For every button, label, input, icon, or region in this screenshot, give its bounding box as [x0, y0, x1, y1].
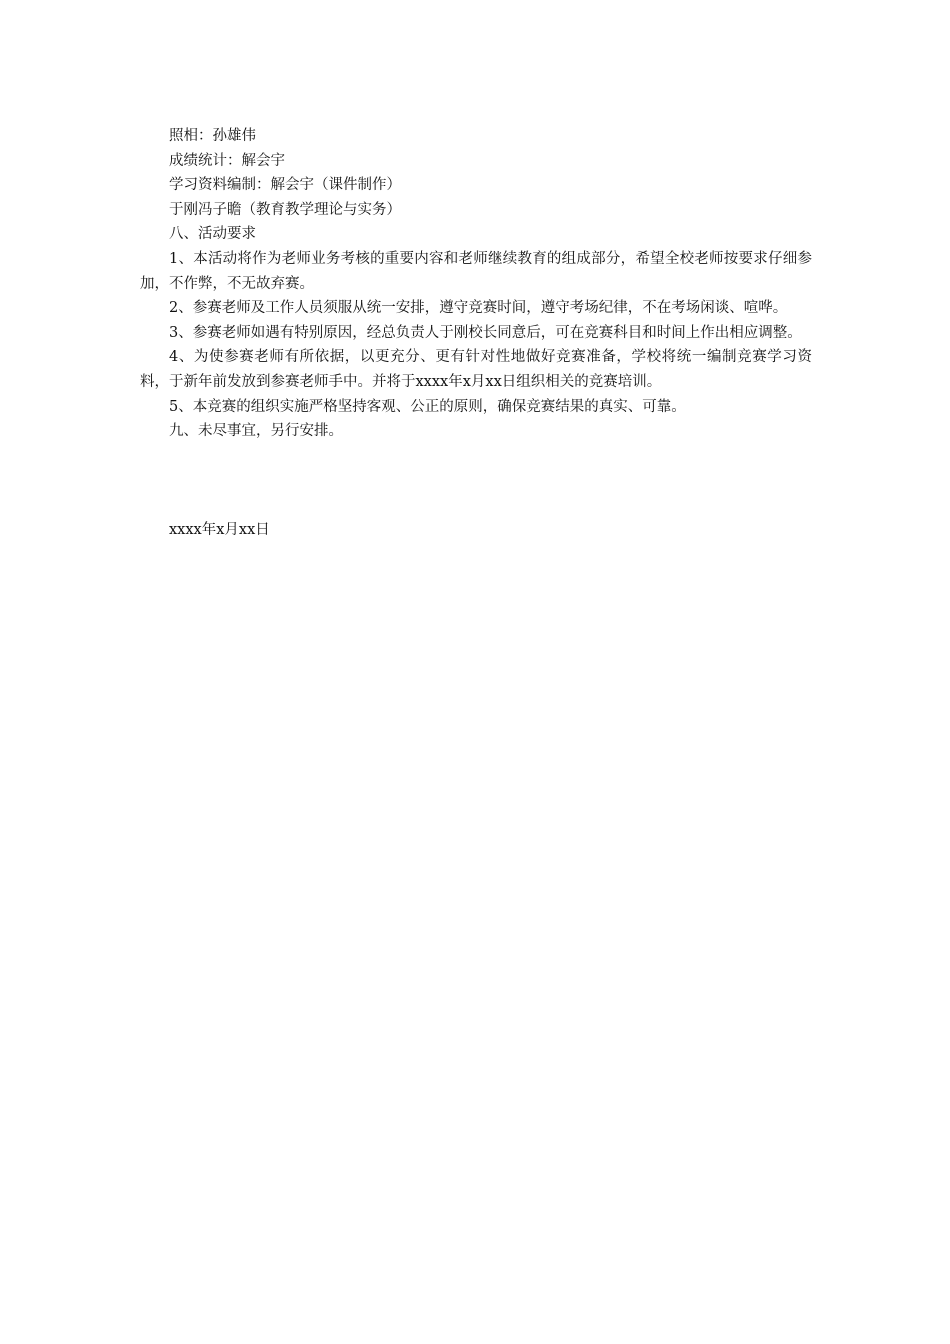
document-date: xxxx年x月xx日	[169, 521, 270, 538]
staff-statistics: 成绩统计：解会宇	[169, 152, 285, 169]
section-heading-misc: 九、未尽事宜，另行安排。	[169, 423, 343, 440]
requirement-3: 3、参赛老师如遇有特别原因，经总负责人于刚校长同意后，可在竞赛科目和时间上作出相应调整。	[169, 324, 802, 341]
staff-materials-theory: 于刚冯子瞻（教育教学理论与实务）	[169, 201, 401, 218]
requirement-2: 2、参赛老师及工作人员须服从统一安排，遵守竞赛时间，遵守考场纪律，不在考场闲谈、喧哗。	[169, 300, 788, 317]
staff-materials: 学习资料编制：解会宇（课件制作）	[169, 177, 401, 194]
requirement-5: 5、本竞赛的组织实施严格坚持客观、公正的原则，确保竞赛结果的真实、可靠。	[169, 398, 686, 415]
blank-space	[140, 444, 812, 518]
section-heading-requirements: 八、活动要求	[169, 226, 256, 243]
requirement-1: 1、本活动将作为老师业务考核的重要内容和老师继续教育的组成部分，希望全校老师按要求仔细参加，不作弊，不无故弃赛。	[140, 250, 812, 292]
document-body	[140, 124, 812, 542]
staff-photo: 照相：孙雄伟	[169, 128, 256, 144]
requirement-4: 4、为使参赛老师有所依据，以更充分、更有针对性地做好竞赛准备，学校将统一编制竞赛学习资料，于新年前发放到参赛老师手中。并将于xxxx年x月xx日组织相关的竞赛培训。	[140, 349, 812, 390]
